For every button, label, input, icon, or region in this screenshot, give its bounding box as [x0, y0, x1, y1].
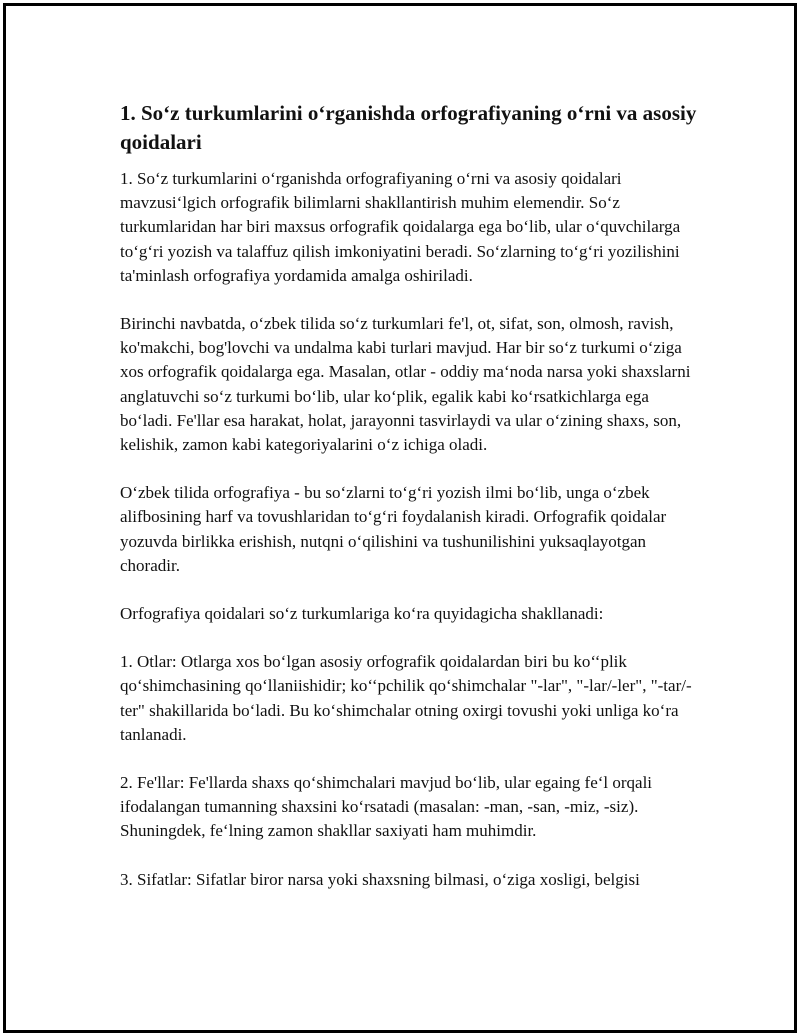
paragraph-intro: 1. So‘z turkumlarini o‘rganishda orfografiyaning o‘rni va asosiy qoidalari mavzusi‘lgich orfografik bilimlarni shakllantirish muhim elemendir. So‘z turkumlaridan har biri maxsus orfografik qoidalarga ega bo‘lib, ular o‘quvchilarga to‘g‘ri yozish va talaffuz qilish imkoniyatini beradi. So‘zlarning to‘g‘ri yozilishini ta'minlash orfografiya yordamida amalga oshiriladi. — [120, 169, 681, 285]
paragraph-word-classes: Birinchi navbatda, o‘zbek tilida so‘z turkumlari fe'l, ot, sifat, son, olmosh, ravish, ko'makchi, bog'lovchi va undalma kabi turlari mavjud. Har bir so‘z turkumi o‘ziga xos orfografik qoidalarga ega. Masalan, otlar - oddiy ma‘noda narsa yoki shaxslarni anglatuvchi so‘z turkumi bo‘lib, ular ko‘plik, egalik kabi ko‘rsatkichlarga ega bo‘ladi. Fe'llar esa harakat, holat, jarayonni tasvirlaydi va ular o‘zining shaxs, son, kelishik, zamon kabi kategoriyalarini o‘z ichiga oladi. — [120, 314, 691, 455]
page-frame — [3, 3, 797, 1033]
document-body — [120, 99, 700, 916]
paragraph-verbs: 2. Fe'llar: Fe'llarda shaxs qo‘shimchalari mavjud bo‘lib, ular egaing fe‘l orqali ifodalangan tumanning shaxsini ko‘rsatadi (masalan: -man, -san, -miz, -siz). Shuningdek, fe‘lning zamon shakllar saxiyati ham muhimdir. — [120, 773, 653, 841]
paragraph-adjectives: 3. Sifatlar: Sifatlar biror narsa yoki shaxsning bilmasi, o‘ziga xosligi, belgisi — [120, 869, 640, 889]
document-title: 1. So‘z turkumlarini o‘rganishda orfografiyaning o‘rni va asosiy qoidalari — [120, 101, 697, 154]
paragraph-orthography-definition: O‘zbek tilida orfografiya - bu so‘zlarni to‘g‘ri yozish ilmi bo‘lib, unga o‘zbek alifbosining harf va tovushlaridan to‘g‘ri foydalanish kiradi. Orfografik qoidalar yozuvda birlikka erishish, nutqni o‘qilishini va tushunilishini yuksaqlayotgan choradir. — [120, 483, 667, 575]
paragraph-rules-intro: Orfografiya qoidalari so‘z turkumlariga ko‘ra quyidagicha shakllanadi: — [120, 604, 604, 624]
paragraph-nouns: 1. Otlar: Otlarga xos bo‘lgan asosiy orfografik qoidalardan biri bu ko‘‘plik qo‘shimchasining qo‘llaniishidir; ko‘‘pchilik qo‘shimchalar "-lar", "-lar/-ler", "-tar/-ter" shakillarida bo‘ladi. Bu ko‘shimchalar otning oxirgi tovushi yoki unliga ko‘ra tanlanadi. — [120, 652, 692, 744]
